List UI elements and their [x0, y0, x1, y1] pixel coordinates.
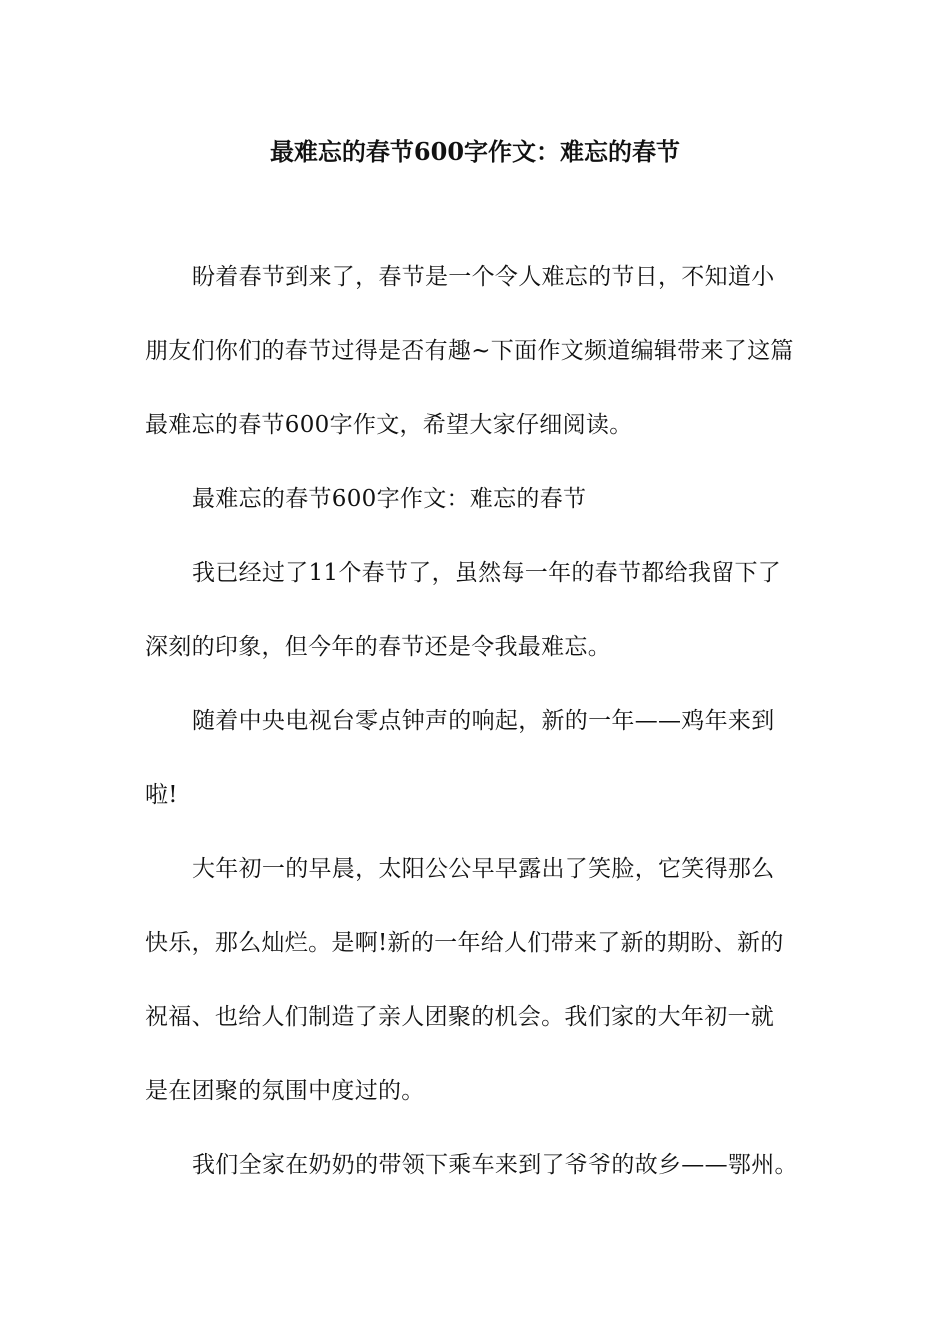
paragraph-line: 盼着春节到来了，春节是一个令人难忘的节日，不知道小: [192, 264, 775, 290]
paragraph-line: 快乐，那么灿烂。是啊!新的一年给人们带来了新的期盼、新的: [145, 930, 784, 956]
paragraph-line: 大年初一的早晨，太阳公公早早露出了笑脸，它笑得那么: [192, 856, 775, 882]
paragraph-line: 我们全家在奶奶的带领下乘车来到了爷爷的故乡——鄂州。: [192, 1152, 798, 1178]
paragraph-line: 最难忘的春节600字作文：难忘的春节: [192, 486, 587, 512]
paragraph-line: 我已经过了11个春节了，虽然每一年的春节都给我留下了: [192, 560, 782, 586]
paragraph-line: 最难忘的春节600字作文，希望大家仔细阅读。: [145, 412, 633, 438]
paragraph-line: 是在团聚的氛围中度过的。: [145, 1078, 425, 1104]
document-title: 最难忘的春节600字作文：难忘的春节: [269, 137, 681, 166]
paragraph-line: 深刻的印象，但今年的春节还是令我最难忘。: [145, 634, 611, 660]
paragraph-line: 祝福、也给人们制造了亲人团聚的机会。我们家的大年初一就: [145, 1004, 775, 1030]
paragraph-line: 朋友们你们的春节过得是否有趣~下面作文频道编辑带来了这篇: [145, 338, 794, 364]
paragraph-line: 随着中央电视台零点钟声的响起，新的一年——鸡年来到: [192, 708, 775, 734]
document-body: [145, 257, 807, 1219]
paragraph-line: 啦!: [145, 782, 178, 808]
